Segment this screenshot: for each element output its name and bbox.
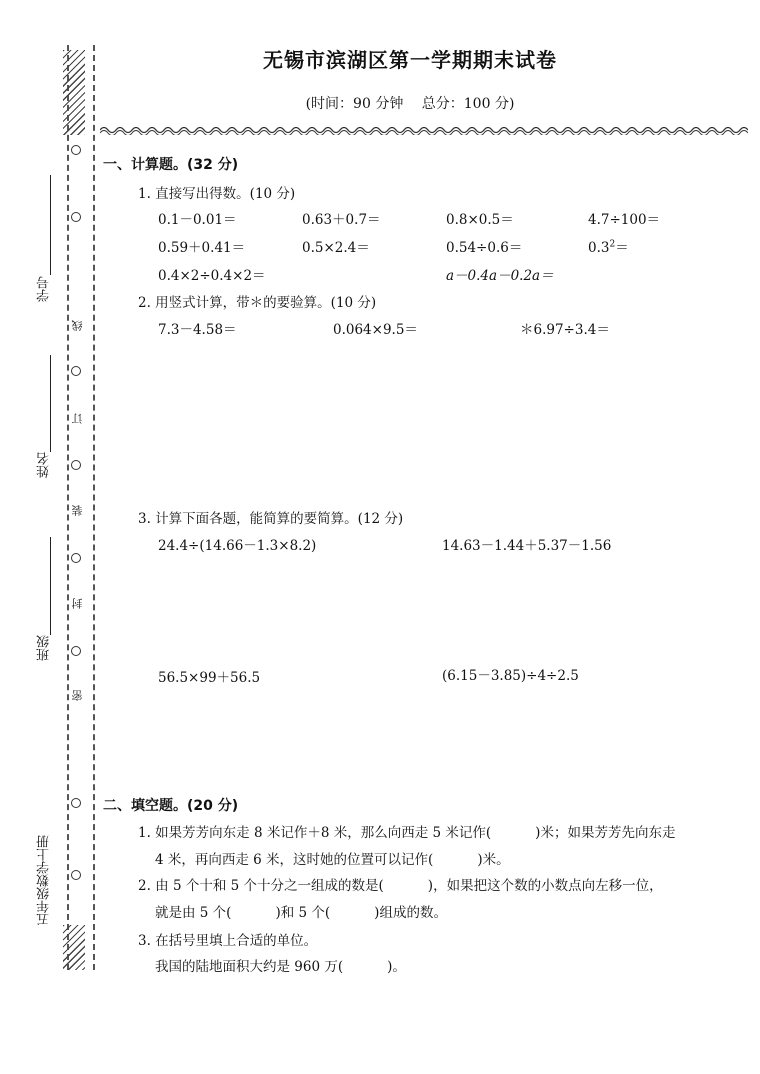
grade-book-label: 五年级数学上册 [37, 835, 52, 926]
fill-q3-line2 [155, 955, 406, 975]
class-field[interactable] [50, 537, 51, 635]
calc-item: 0.5×2.4＝ [302, 240, 370, 256]
fill-q1-text-c: 4 米，再向西走 6 米，这时她的位置可以记作( [155, 852, 434, 868]
binding-hole-icon [71, 646, 81, 656]
simplify-item: 24.4÷(14.66－1.3×8.2) [158, 538, 317, 554]
binding-hole-icon [71, 870, 81, 880]
section1-heading: 一、计算题。(32 分) [103, 157, 239, 173]
vertical-calc-item: 0.064×9.5＝ [333, 322, 418, 338]
student-name-label: 姓名 [37, 452, 52, 478]
binding-word-zhuang: 装 [71, 505, 84, 516]
fill-q1-line1 [138, 821, 675, 841]
calc-item: a－0.4a－0.2a＝ [446, 268, 554, 284]
q3-label: 3. 计算下面各题，能简算的要简算。(12 分) [138, 511, 404, 527]
page-subtitle: (时间：90 分钟 总分：100 分) [305, 96, 515, 112]
calc-item: 0.63＋0.7＝ [302, 212, 381, 228]
q2-label: 2. 用竖式计算，带＊的要验算。(10 分) [138, 295, 377, 311]
simplify-item: 56.5×99＋56.5 [158, 670, 261, 686]
calc-item-exponent: 2 [609, 239, 616, 250]
fill-q1-text-d: )米。 [477, 852, 510, 868]
binding-word-xian: 线 [71, 320, 84, 331]
simplify-item: (6.15－3.85)÷4÷2.5 [442, 668, 579, 684]
binding-hole-icon [71, 145, 81, 155]
binding-dashed-line-outer [67, 45, 69, 970]
binding-hole-icon [71, 553, 81, 563]
calc-item-base: 0.3 [588, 240, 610, 256]
q1-label: 1. 直接写出得数。(10 分) [138, 186, 296, 202]
calc-item: 0.59＋0.41＝ [158, 240, 246, 256]
fill-q3-text-a: 我国的陆地面积大约是 960 万( [155, 959, 344, 975]
fill-q2-text-b: )，如果把这个数的小数点向左移一位， [427, 878, 663, 894]
section2-heading: 二、填空题。(20 分) [103, 798, 239, 814]
fill-q2-line1 [138, 874, 663, 894]
fill-q3-text-b: )。 [387, 959, 406, 975]
calc-item-square [588, 236, 629, 256]
calc-item: 0.54÷0.6＝ [446, 240, 523, 256]
binding-hatch-bottom [63, 925, 85, 970]
calc-item: 0.4×2÷0.4×2＝ [158, 268, 266, 284]
header-wavy-divider [100, 125, 748, 135]
fill-q2-line2 [155, 901, 447, 921]
fill-q1-line2 [155, 848, 510, 868]
fill-q2-text-d: )和 5 个( [275, 905, 331, 921]
calc-item: 0.8×0.5＝ [446, 212, 514, 228]
fill-q1-text-a: 1. 如果芳芳向东走 8 米记作＋8 米，那么向西走 5 米记作( [138, 825, 492, 841]
fill-q2-text-a: 2. 由 5 个十和 5 个十分之一组成的数是( [138, 878, 384, 894]
binding-word-ding: 订 [71, 413, 84, 424]
binding-word-mi: 密 [71, 690, 84, 701]
calc-item: 0.1－0.01＝ [158, 212, 237, 228]
binding-hole-icon [71, 366, 81, 376]
fill-q1-text-b: )米；如果芳芳先向东走 [535, 825, 676, 841]
calc-item-equals: ＝ [615, 240, 629, 256]
binding-hole-icon [71, 212, 81, 222]
simplify-item: 14.63－1.44＋5.37－1.56 [442, 538, 612, 554]
binding-hole-icon [71, 798, 81, 808]
vertical-calc-item: 7.3－4.58＝ [158, 322, 237, 338]
student-number-label: 学号 [37, 276, 52, 302]
binding-word-feng: 封 [71, 598, 84, 609]
student-name-field[interactable] [50, 355, 51, 452]
calc-item: 4.7÷100＝ [588, 212, 661, 228]
binding-hole-icon [71, 460, 81, 470]
fill-q3-line1: 3. 在括号里填上合适的单位。 [138, 933, 318, 949]
page-title: 无锡市滨湖区第一学期期末试卷 [263, 48, 557, 72]
fill-q2-text-c: 就是由 5 个( [155, 905, 232, 921]
fill-q2-text-e: )组成的数。 [374, 905, 447, 921]
vertical-calc-item: ＊6.97÷3.4＝ [520, 322, 610, 338]
student-number-field[interactable] [50, 175, 51, 275]
class-label: 班级 [37, 635, 52, 661]
binding-dashed-line-inner [93, 45, 95, 970]
